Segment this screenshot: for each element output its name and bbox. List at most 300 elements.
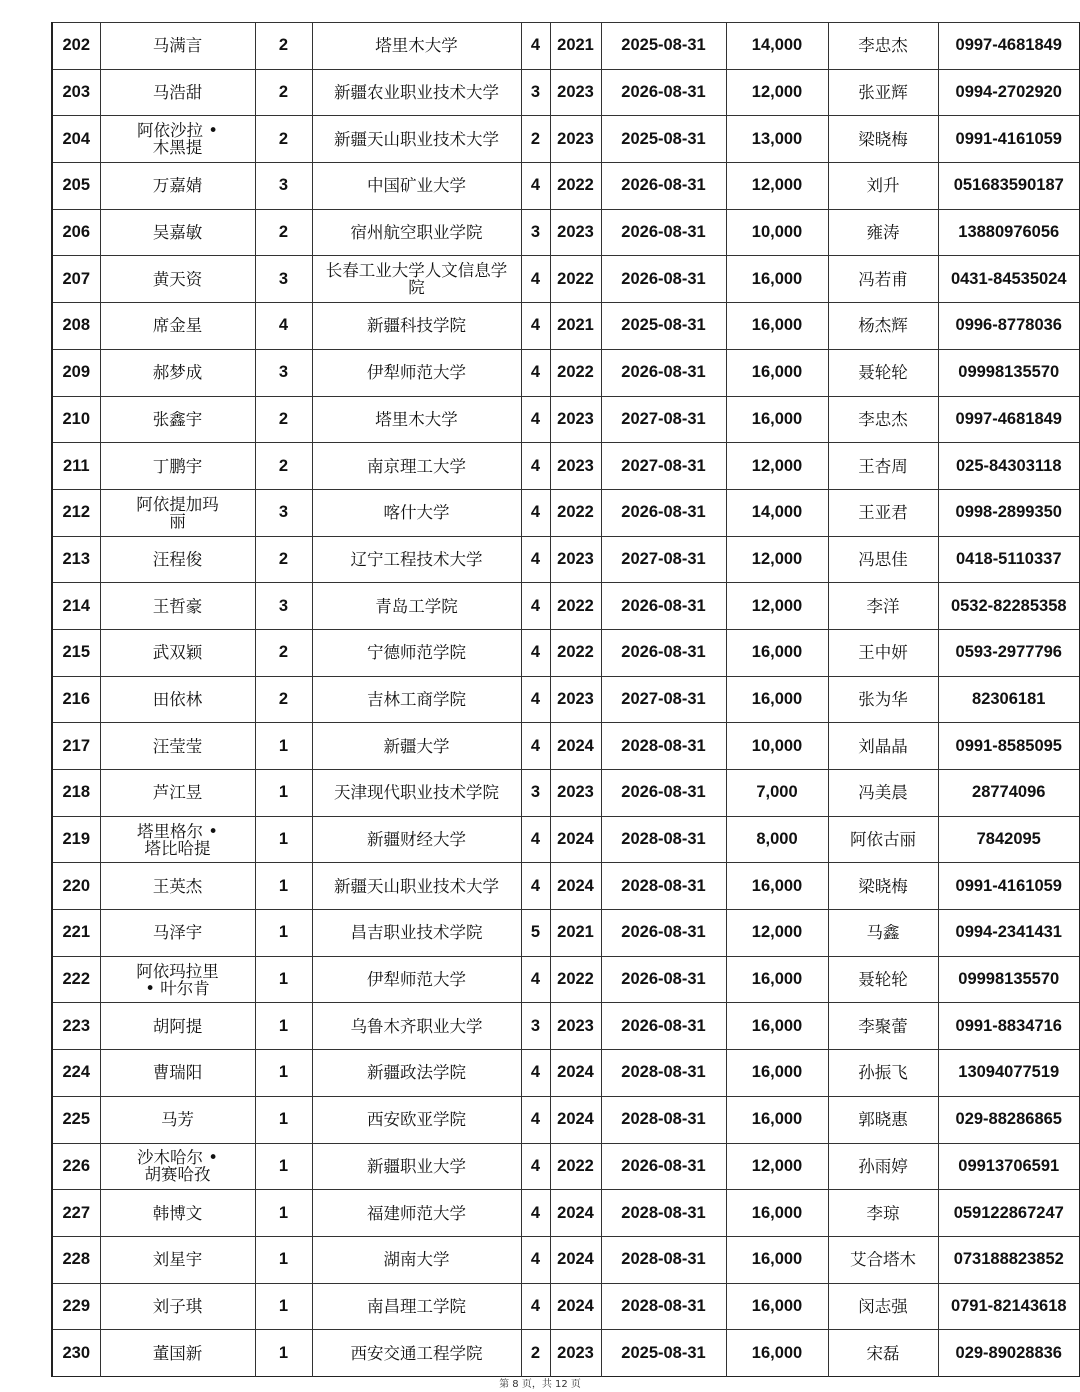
school-name-cell: 伊犁师范大学: [312, 349, 521, 396]
contact-phone-cell: 029-88286865: [938, 1096, 1080, 1143]
contact-phone-cell: 0532-82285358: [938, 583, 1080, 630]
grade-level-cell: 3: [255, 489, 312, 536]
grade-level-cell: 1: [255, 863, 312, 910]
aid-amount-cell: 10,000: [726, 209, 828, 256]
table-row: [52, 816, 1080, 863]
enrollment-year-cell: 2021: [550, 303, 601, 350]
contact-phone-cell: 0418-5110337: [938, 536, 1080, 583]
row-index-cell: 229: [52, 1283, 100, 1330]
row-index-cell: 228: [52, 1236, 100, 1283]
enrollment-year-cell: 2021: [550, 910, 601, 957]
school-name-cell: 西安欧亚学院: [312, 1096, 521, 1143]
end-date-cell: 2027-08-31: [601, 676, 726, 723]
enrollment-year-cell: 2022: [550, 1143, 601, 1190]
grade-level-cell: 2: [255, 396, 312, 443]
enrollment-year-cell: 2022: [550, 349, 601, 396]
aid-amount-cell: 16,000: [726, 396, 828, 443]
student-name-cell: 董国新: [100, 1330, 255, 1377]
contact-person-cell: 阿依古丽: [828, 816, 938, 863]
study-duration-cell: 3: [521, 209, 550, 256]
table-row: [52, 489, 1080, 536]
table-row: [52, 863, 1080, 910]
row-index-cell: 216: [52, 676, 100, 723]
row-index-cell: 219: [52, 816, 100, 863]
grade-level-cell: 2: [255, 209, 312, 256]
grade-level-cell: 1: [255, 1283, 312, 1330]
row-index-cell: 213: [52, 536, 100, 583]
aid-amount-cell: 16,000: [726, 349, 828, 396]
contact-person-cell: 王杏周: [828, 443, 938, 490]
school-name-cell: 新疆科技学院: [312, 303, 521, 350]
table-row: [52, 163, 1080, 210]
contact-phone-cell: 051683590187: [938, 163, 1080, 210]
contact-person-cell: 孙雨婷: [828, 1143, 938, 1190]
grade-level-cell: 1: [255, 816, 312, 863]
table-row: [52, 116, 1080, 163]
contact-person-cell: 杨杰辉: [828, 303, 938, 350]
study-duration-cell: 4: [521, 1050, 550, 1097]
enrollment-year-cell: 2024: [550, 1096, 601, 1143]
table-row: [52, 396, 1080, 443]
end-date-cell: 2025-08-31: [601, 303, 726, 350]
enrollment-year-cell: 2024: [550, 723, 601, 770]
enrollment-year-cell: 2021: [550, 23, 601, 70]
end-date-cell: 2026-08-31: [601, 910, 726, 957]
aid-amount-cell: 16,000: [726, 1236, 828, 1283]
row-index-cell: 206: [52, 209, 100, 256]
enrollment-year-cell: 2024: [550, 1050, 601, 1097]
aid-amount-cell: 8,000: [726, 816, 828, 863]
contact-person-cell: 李聚蕾: [828, 1003, 938, 1050]
enrollment-year-cell: 2022: [550, 256, 601, 303]
end-date-cell: 2028-08-31: [601, 1190, 726, 1237]
student-name-cell: 万嘉婧: [100, 163, 255, 210]
student-name-cell: 刘星宇: [100, 1236, 255, 1283]
student-name-cell: 张鑫宇: [100, 396, 255, 443]
grade-level-cell: 1: [255, 1190, 312, 1237]
grade-level-cell: 2: [255, 676, 312, 723]
roster-body: [52, 23, 1080, 1377]
aid-amount-cell: 16,000: [726, 956, 828, 1003]
school-name-cell: 新疆财经大学: [312, 816, 521, 863]
end-date-cell: 2026-08-31: [601, 209, 726, 256]
contact-person-cell: 艾合塔木: [828, 1236, 938, 1283]
row-index-cell: 224: [52, 1050, 100, 1097]
contact-person-cell: 王亚君: [828, 489, 938, 536]
school-name-cell: 新疆农业职业技术大学: [312, 69, 521, 116]
student-name-cell: 曹瑞阳: [100, 1050, 255, 1097]
end-date-cell: 2028-08-31: [601, 1236, 726, 1283]
study-duration-cell: 3: [521, 770, 550, 817]
row-index-cell: 225: [52, 1096, 100, 1143]
school-name-cell: 塔里木大学: [312, 23, 521, 70]
row-index-cell: 220: [52, 863, 100, 910]
enrollment-year-cell: 2022: [550, 583, 601, 630]
student-name-cell: 刘子琪: [100, 1283, 255, 1330]
study-duration-cell: 4: [521, 956, 550, 1003]
table-row: [52, 1096, 1080, 1143]
row-index-cell: 212: [52, 489, 100, 536]
contact-person-cell: 聂轮轮: [828, 956, 938, 1003]
contact-person-cell: 聂轮轮: [828, 349, 938, 396]
grade-level-cell: 1: [255, 1003, 312, 1050]
study-duration-cell: 4: [521, 396, 550, 443]
aid-amount-cell: 16,000: [726, 1330, 828, 1377]
end-date-cell: 2026-08-31: [601, 256, 726, 303]
student-name-cell: 胡阿提: [100, 1003, 255, 1050]
grade-level-cell: 4: [255, 303, 312, 350]
student-name-cell: 阿依提加玛 丽: [100, 489, 255, 536]
end-date-cell: 2028-08-31: [601, 723, 726, 770]
study-duration-cell: 4: [521, 163, 550, 210]
table-row: [52, 69, 1080, 116]
table-row: [52, 443, 1080, 490]
aid-amount-cell: 16,000: [726, 256, 828, 303]
end-date-cell: 2026-08-31: [601, 629, 726, 676]
student-name-cell: 阿依沙拉 • 木黑提: [100, 116, 255, 163]
row-index-cell: 230: [52, 1330, 100, 1377]
table-row: [52, 629, 1080, 676]
enrollment-year-cell: 2022: [550, 489, 601, 536]
grade-level-cell: 1: [255, 910, 312, 957]
study-duration-cell: 4: [521, 303, 550, 350]
row-index-cell: 208: [52, 303, 100, 350]
end-date-cell: 2025-08-31: [601, 23, 726, 70]
aid-amount-cell: 16,000: [726, 1050, 828, 1097]
contact-phone-cell: 0991-4161059: [938, 863, 1080, 910]
table-row: [52, 349, 1080, 396]
end-date-cell: 2027-08-31: [601, 396, 726, 443]
study-duration-cell: 4: [521, 536, 550, 583]
grade-level-cell: 3: [255, 256, 312, 303]
school-name-cell: 西安交通工程学院: [312, 1330, 521, 1377]
end-date-cell: 2026-08-31: [601, 163, 726, 210]
enrollment-year-cell: 2023: [550, 69, 601, 116]
aid-amount-cell: 13,000: [726, 116, 828, 163]
enrollment-year-cell: 2022: [550, 956, 601, 1003]
end-date-cell: 2026-08-31: [601, 1143, 726, 1190]
aid-amount-cell: 14,000: [726, 23, 828, 70]
aid-amount-cell: 10,000: [726, 723, 828, 770]
contact-phone-cell: 0593-2977796: [938, 629, 1080, 676]
page-footer: 第 8 页，共 12 页: [499, 1379, 581, 1390]
school-name-cell: 昌吉职业技术学院: [312, 910, 521, 957]
study-duration-cell: 4: [521, 863, 550, 910]
school-name-cell: 吉林工商学院: [312, 676, 521, 723]
grade-level-cell: 1: [255, 1236, 312, 1283]
contact-phone-cell: 073188823852: [938, 1236, 1080, 1283]
table-row: [52, 303, 1080, 350]
row-index-cell: 202: [52, 23, 100, 70]
school-name-cell: 塔里木大学: [312, 396, 521, 443]
contact-phone-cell: 13880976056: [938, 209, 1080, 256]
school-name-cell: 长春工业大学人文信息学 院: [312, 256, 521, 303]
school-name-cell: 福建师范大学: [312, 1190, 521, 1237]
enrollment-year-cell: 2023: [550, 209, 601, 256]
contact-phone-cell: 13094077519: [938, 1050, 1080, 1097]
aid-amount-cell: 12,000: [726, 163, 828, 210]
study-duration-cell: 4: [521, 443, 550, 490]
student-name-cell: 芦江昱: [100, 770, 255, 817]
grade-level-cell: 1: [255, 1143, 312, 1190]
end-date-cell: 2026-08-31: [601, 489, 726, 536]
end-date-cell: 2027-08-31: [601, 536, 726, 583]
aid-amount-cell: 16,000: [726, 1096, 828, 1143]
grade-level-cell: 1: [255, 1330, 312, 1377]
grade-level-cell: 1: [255, 956, 312, 1003]
enrollment-year-cell: 2024: [550, 1283, 601, 1330]
contact-person-cell: 王中妍: [828, 629, 938, 676]
study-duration-cell: 4: [521, 1236, 550, 1283]
study-duration-cell: 4: [521, 816, 550, 863]
study-duration-cell: 4: [521, 676, 550, 723]
end-date-cell: 2028-08-31: [601, 1050, 726, 1097]
row-index-cell: 209: [52, 349, 100, 396]
student-name-cell: 阿依玛拉里 • 叶尔肯: [100, 956, 255, 1003]
contact-phone-cell: 28774096: [938, 770, 1080, 817]
aid-amount-cell: 12,000: [726, 583, 828, 630]
contact-phone-cell: 7842095: [938, 816, 1080, 863]
study-duration-cell: 3: [521, 69, 550, 116]
contact-person-cell: 梁晓梅: [828, 116, 938, 163]
student-name-cell: 王英杰: [100, 863, 255, 910]
student-name-cell: 王哲豪: [100, 583, 255, 630]
end-date-cell: 2026-08-31: [601, 349, 726, 396]
aid-amount-cell: 12,000: [726, 910, 828, 957]
student-name-cell: 郝梦成: [100, 349, 255, 396]
enrollment-year-cell: 2023: [550, 536, 601, 583]
table-row: [52, 583, 1080, 630]
study-duration-cell: 4: [521, 349, 550, 396]
enrollment-year-cell: 2024: [550, 1236, 601, 1283]
contact-phone-cell: 0994-2341431: [938, 910, 1080, 957]
contact-person-cell: 郭晓惠: [828, 1096, 938, 1143]
contact-person-cell: 雍涛: [828, 209, 938, 256]
study-duration-cell: 4: [521, 1096, 550, 1143]
enrollment-year-cell: 2024: [550, 1190, 601, 1237]
study-duration-cell: 4: [521, 583, 550, 630]
school-name-cell: 新疆职业大学: [312, 1143, 521, 1190]
student-name-cell: 马芳: [100, 1096, 255, 1143]
study-duration-cell: 3: [521, 1003, 550, 1050]
contact-phone-cell: 09998135570: [938, 956, 1080, 1003]
student-name-cell: 汪程俊: [100, 536, 255, 583]
school-name-cell: 天津现代职业技术学院: [312, 770, 521, 817]
grade-level-cell: 1: [255, 1050, 312, 1097]
enrollment-year-cell: 2024: [550, 816, 601, 863]
table-row: [52, 1143, 1080, 1190]
contact-person-cell: 李洋: [828, 583, 938, 630]
grade-level-cell: 2: [255, 536, 312, 583]
school-name-cell: 青岛工学院: [312, 583, 521, 630]
enrollment-year-cell: 2024: [550, 863, 601, 910]
end-date-cell: 2025-08-31: [601, 1330, 726, 1377]
school-name-cell: 南京理工大学: [312, 443, 521, 490]
study-duration-cell: 2: [521, 1330, 550, 1377]
school-name-cell: 中国矿业大学: [312, 163, 521, 210]
end-date-cell: 2028-08-31: [601, 863, 726, 910]
end-date-cell: 2028-08-31: [601, 1283, 726, 1330]
school-name-cell: 新疆大学: [312, 723, 521, 770]
enrollment-year-cell: 2022: [550, 629, 601, 676]
table-row: [52, 1190, 1080, 1237]
aid-amount-cell: 12,000: [726, 69, 828, 116]
end-date-cell: 2026-08-31: [601, 69, 726, 116]
contact-person-cell: 刘晶晶: [828, 723, 938, 770]
enrollment-year-cell: 2023: [550, 396, 601, 443]
contact-phone-cell: 0997-4681849: [938, 396, 1080, 443]
table-row: [52, 770, 1080, 817]
table-row: [52, 956, 1080, 1003]
contact-phone-cell: 025-84303118: [938, 443, 1080, 490]
enrollment-year-cell: 2023: [550, 116, 601, 163]
aid-amount-cell: 16,000: [726, 1283, 828, 1330]
enrollment-year-cell: 2023: [550, 443, 601, 490]
student-name-cell: 马满言: [100, 23, 255, 70]
enrollment-year-cell: 2023: [550, 770, 601, 817]
end-date-cell: 2027-08-31: [601, 443, 726, 490]
contact-person-cell: 闵志强: [828, 1283, 938, 1330]
school-name-cell: 乌鲁木齐职业大学: [312, 1003, 521, 1050]
student-name-cell: 马泽宇: [100, 910, 255, 957]
table-row: [52, 676, 1080, 723]
aid-amount-cell: 16,000: [726, 303, 828, 350]
contact-phone-cell: 0998-2899350: [938, 489, 1080, 536]
grade-level-cell: 3: [255, 583, 312, 630]
school-name-cell: 新疆政法学院: [312, 1050, 521, 1097]
school-name-cell: 伊犁师范大学: [312, 956, 521, 1003]
student-name-cell: 席金星: [100, 303, 255, 350]
table-row: [52, 723, 1080, 770]
table-row: [52, 1003, 1080, 1050]
contact-person-cell: 李琼: [828, 1190, 938, 1237]
study-duration-cell: 5: [521, 910, 550, 957]
aid-amount-cell: 16,000: [726, 629, 828, 676]
row-index-cell: 217: [52, 723, 100, 770]
grade-level-cell: 3: [255, 349, 312, 396]
grade-level-cell: 1: [255, 723, 312, 770]
table-row: [52, 209, 1080, 256]
contact-person-cell: 马鑫: [828, 910, 938, 957]
row-index-cell: 221: [52, 910, 100, 957]
contact-phone-cell: 0997-4681849: [938, 23, 1080, 70]
contact-person-cell: 梁晓梅: [828, 863, 938, 910]
contact-phone-cell: 029-89028836: [938, 1330, 1080, 1377]
study-duration-cell: 2: [521, 116, 550, 163]
end-date-cell: 2025-08-31: [601, 116, 726, 163]
enrollment-year-cell: 2023: [550, 676, 601, 723]
contact-person-cell: 宋磊: [828, 1330, 938, 1377]
contact-person-cell: 刘升: [828, 163, 938, 210]
contact-phone-cell: 0991-8585095: [938, 723, 1080, 770]
study-duration-cell: 4: [521, 489, 550, 536]
school-name-cell: 辽宁工程技术大学: [312, 536, 521, 583]
contact-person-cell: 张为华: [828, 676, 938, 723]
table-row: [52, 910, 1080, 957]
contact-phone-cell: 0991-8834716: [938, 1003, 1080, 1050]
contact-phone-cell: 09998135570: [938, 349, 1080, 396]
contact-person-cell: 冯思佳: [828, 536, 938, 583]
aid-amount-cell: 12,000: [726, 443, 828, 490]
contact-phone-cell: 0994-2702920: [938, 69, 1080, 116]
contact-person-cell: 冯若甫: [828, 256, 938, 303]
study-duration-cell: 4: [521, 256, 550, 303]
aid-amount-cell: 16,000: [726, 1190, 828, 1237]
grade-level-cell: 2: [255, 116, 312, 163]
study-duration-cell: 4: [521, 1283, 550, 1330]
student-name-cell: 塔里格尔 • 塔比哈提: [100, 816, 255, 863]
aid-amount-cell: 12,000: [726, 1143, 828, 1190]
row-index-cell: 203: [52, 69, 100, 116]
grade-level-cell: 2: [255, 23, 312, 70]
school-name-cell: 宿州航空职业学院: [312, 209, 521, 256]
student-name-cell: 韩博文: [100, 1190, 255, 1237]
contact-phone-cell: 059122867247: [938, 1190, 1080, 1237]
aid-amount-cell: 16,000: [726, 1003, 828, 1050]
grade-level-cell: 2: [255, 629, 312, 676]
contact-person-cell: 李忠杰: [828, 23, 938, 70]
contact-phone-cell: 0991-4161059: [938, 116, 1080, 163]
contact-phone-cell: 09913706591: [938, 1143, 1080, 1190]
end-date-cell: 2026-08-31: [601, 770, 726, 817]
school-name-cell: 新疆天山职业技术大学: [312, 116, 521, 163]
table-row: [52, 536, 1080, 583]
student-name-cell: 马浩甜: [100, 69, 255, 116]
enrollment-year-cell: 2023: [550, 1003, 601, 1050]
aid-amount-cell: 14,000: [726, 489, 828, 536]
contact-phone-cell: 0431-84535024: [938, 256, 1080, 303]
student-name-cell: 吴嘉敏: [100, 209, 255, 256]
contact-phone-cell: 0996-8778036: [938, 303, 1080, 350]
enrollment-year-cell: 2022: [550, 163, 601, 210]
end-date-cell: 2026-08-31: [601, 1003, 726, 1050]
student-name-cell: 沙木哈尔 • 胡赛哈孜: [100, 1143, 255, 1190]
grade-level-cell: 1: [255, 1096, 312, 1143]
grade-level-cell: 3: [255, 163, 312, 210]
row-index-cell: 226: [52, 1143, 100, 1190]
row-index-cell: 222: [52, 956, 100, 1003]
grade-level-cell: 2: [255, 69, 312, 116]
roster-table: [51, 22, 1080, 1377]
row-index-cell: 204: [52, 116, 100, 163]
student-name-cell: 黄天资: [100, 256, 255, 303]
student-name-cell: 丁鹏宇: [100, 443, 255, 490]
row-index-cell: 227: [52, 1190, 100, 1237]
school-name-cell: 宁德师范学院: [312, 629, 521, 676]
study-duration-cell: 4: [521, 1143, 550, 1190]
table-row: [52, 23, 1080, 70]
row-index-cell: 210: [52, 396, 100, 443]
aid-amount-cell: 16,000: [726, 676, 828, 723]
contact-phone-cell: 82306181: [938, 676, 1080, 723]
study-duration-cell: 4: [521, 23, 550, 70]
contact-phone-cell: 0791-82143618: [938, 1283, 1080, 1330]
table-row: [52, 1330, 1080, 1377]
student-name-cell: 汪莹莹: [100, 723, 255, 770]
study-duration-cell: 4: [521, 723, 550, 770]
school-name-cell: 喀什大学: [312, 489, 521, 536]
contact-person-cell: 冯美晨: [828, 770, 938, 817]
table-row: [52, 1236, 1080, 1283]
school-name-cell: 新疆天山职业技术大学: [312, 863, 521, 910]
aid-amount-cell: 7,000: [726, 770, 828, 817]
school-name-cell: 湖南大学: [312, 1236, 521, 1283]
end-date-cell: 2028-08-31: [601, 1096, 726, 1143]
row-index-cell: 205: [52, 163, 100, 210]
study-duration-cell: 4: [521, 1190, 550, 1237]
enrollment-year-cell: 2023: [550, 1330, 601, 1377]
grade-level-cell: 2: [255, 443, 312, 490]
